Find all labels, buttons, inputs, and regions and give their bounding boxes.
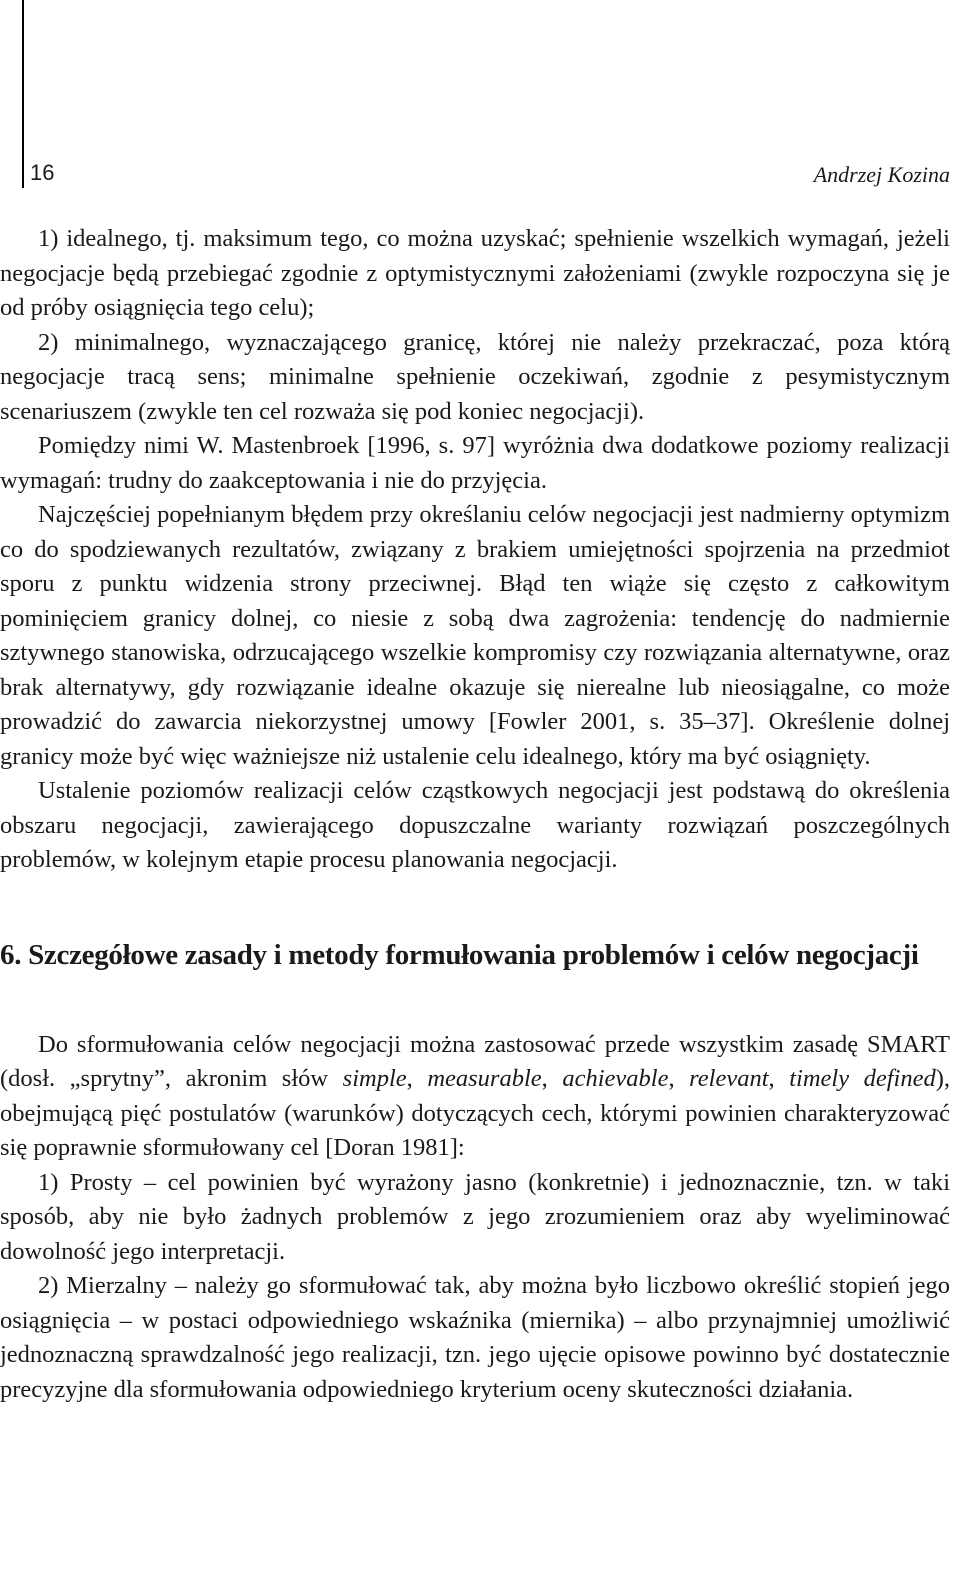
- term-timely-defined: timely defined: [789, 1065, 936, 1092]
- page-content: [0, 222, 950, 1407]
- page-number: 16: [30, 160, 55, 185]
- running-header-author: Andrzej Kozina: [813, 162, 950, 187]
- sep-1: ,: [406, 1065, 428, 1092]
- paragraph-minimalny-cel: 2) minimalnego, wyznaczającego granicę, której nie należy przekraczać, poza którą negocjacje tracą sens; minimalne spełnienie oczekiwań, zgodnie z pesymistycznym scenariuszem (zwykle ten cel rozważa się pod koniec negocjacji).: [0, 328, 950, 425]
- paragraph-ustalenie-poziomow: Ustalenie poziomów realizacji celów cząstkowych negocjacji jest podstawą do określenia obszaru negocjacji, zawierającego dopuszczalne warianty rozwiązań poszczególnych problemów, w kolejnym etapie procesu planowania negocjacji.: [0, 777, 950, 873]
- paragraph-najczestszy-blad: Najczęściej popełnianym błędem przy określaniu celów negocjacji jest nadmierny optymizm co do spodziewanych rezultatów, związany z brakiem umiejętności spojrzenia na przedmiot sporu z punktu widzenia strony przeciwnej. Błąd ten wiąże się często z całkowitym pominięciem granicy dolnej, co niesie z sobą dwa zagrożenia: tendencję do nadmiernie sztywnego stanowiska, odrzucającego wszelkie kompromisy czy rozwiązania alternatywne, oraz brak alternatywy, gdy rozwiązanie idealne okazuje się nierealne lub nieosiągalne, co może prowadzić do zawarcia niekorzystnej umowy [Fowler 2001, s. 35–37]. Określenie dolnej granicy może być więc ważniejsze niż ustalenie celu idealnego, który ma być osiągnięty.: [0, 501, 950, 770]
- term-achievable: achievable: [562, 1065, 669, 1092]
- sep-4: ,: [768, 1065, 790, 1092]
- paragraph-prosty: 1) Prosty – cel powinien być wyrażony jasno (konkretnie) i jednoznacznie, tzn. w taki sposób, aby nie było żadnych problemów z jego zrozumieniem oraz aby wyeliminować dowolność jego interpretacji.: [0, 1168, 950, 1265]
- paragraph-smart: [0, 1028, 950, 1166]
- paragraph-mierzalny: 2) Mierzalny – należy go sformułować tak, aby można było liczbowo określić stopień jego osiągnięcia – w postaci odpowiedniego wskaźnika (miernika) – albo przynajmniej umożliwić jednoznaczną sprawdzalność jego realizacji, tzn. jego ujęcie opisowe powinno być dostatecznie precyzyjne dla sformułowania odpowiedniego kryterium oceny skuteczności działania.: [0, 1272, 950, 1403]
- paragraph-mastenbroek: Pomiędzy nimi W. Mastenbroek [1996, s. 97] wyróżnia dwa dodatkowe poziomy realizacji wymagań: trudny do zaakceptowania i nie do przyjęcia.: [0, 432, 950, 494]
- section-heading: 6. Szczegółowe zasady i metody formułowania problemów i celów negocjacji: [0, 938, 919, 971]
- smart-text-a: Do sformułowania celów negocjacji można zastosować przede wszystkim zasadę SMART (dosł. „sprytny”, akronim słów: [0, 1030, 950, 1092]
- term-measurable: measurable: [427, 1065, 542, 1092]
- sep-2: ,: [541, 1065, 563, 1092]
- page-header: [0, 160, 950, 190]
- smart-text-b: ), obejmującą pięć postulatów (warunków) dotyczących cech, którymi powinien charakteryzować się poprawnie sformułowany cel [Doran 1981]:: [0, 1065, 951, 1161]
- term-simple: simple: [342, 1065, 407, 1092]
- sep-3: ,: [668, 1065, 690, 1092]
- term-relevant: relevant: [689, 1065, 769, 1092]
- paragraph-idealny-cel: 1) idealnego, tj. maksimum tego, co można uzyskać; spełnienie wszelkich wymagań, jeżeli negocjacje będą przebiegać zgodnie z optymistycznymi założeniami (zwykle rozpoczyna się je od próby osiągnięcia tego celu);: [0, 225, 950, 321]
